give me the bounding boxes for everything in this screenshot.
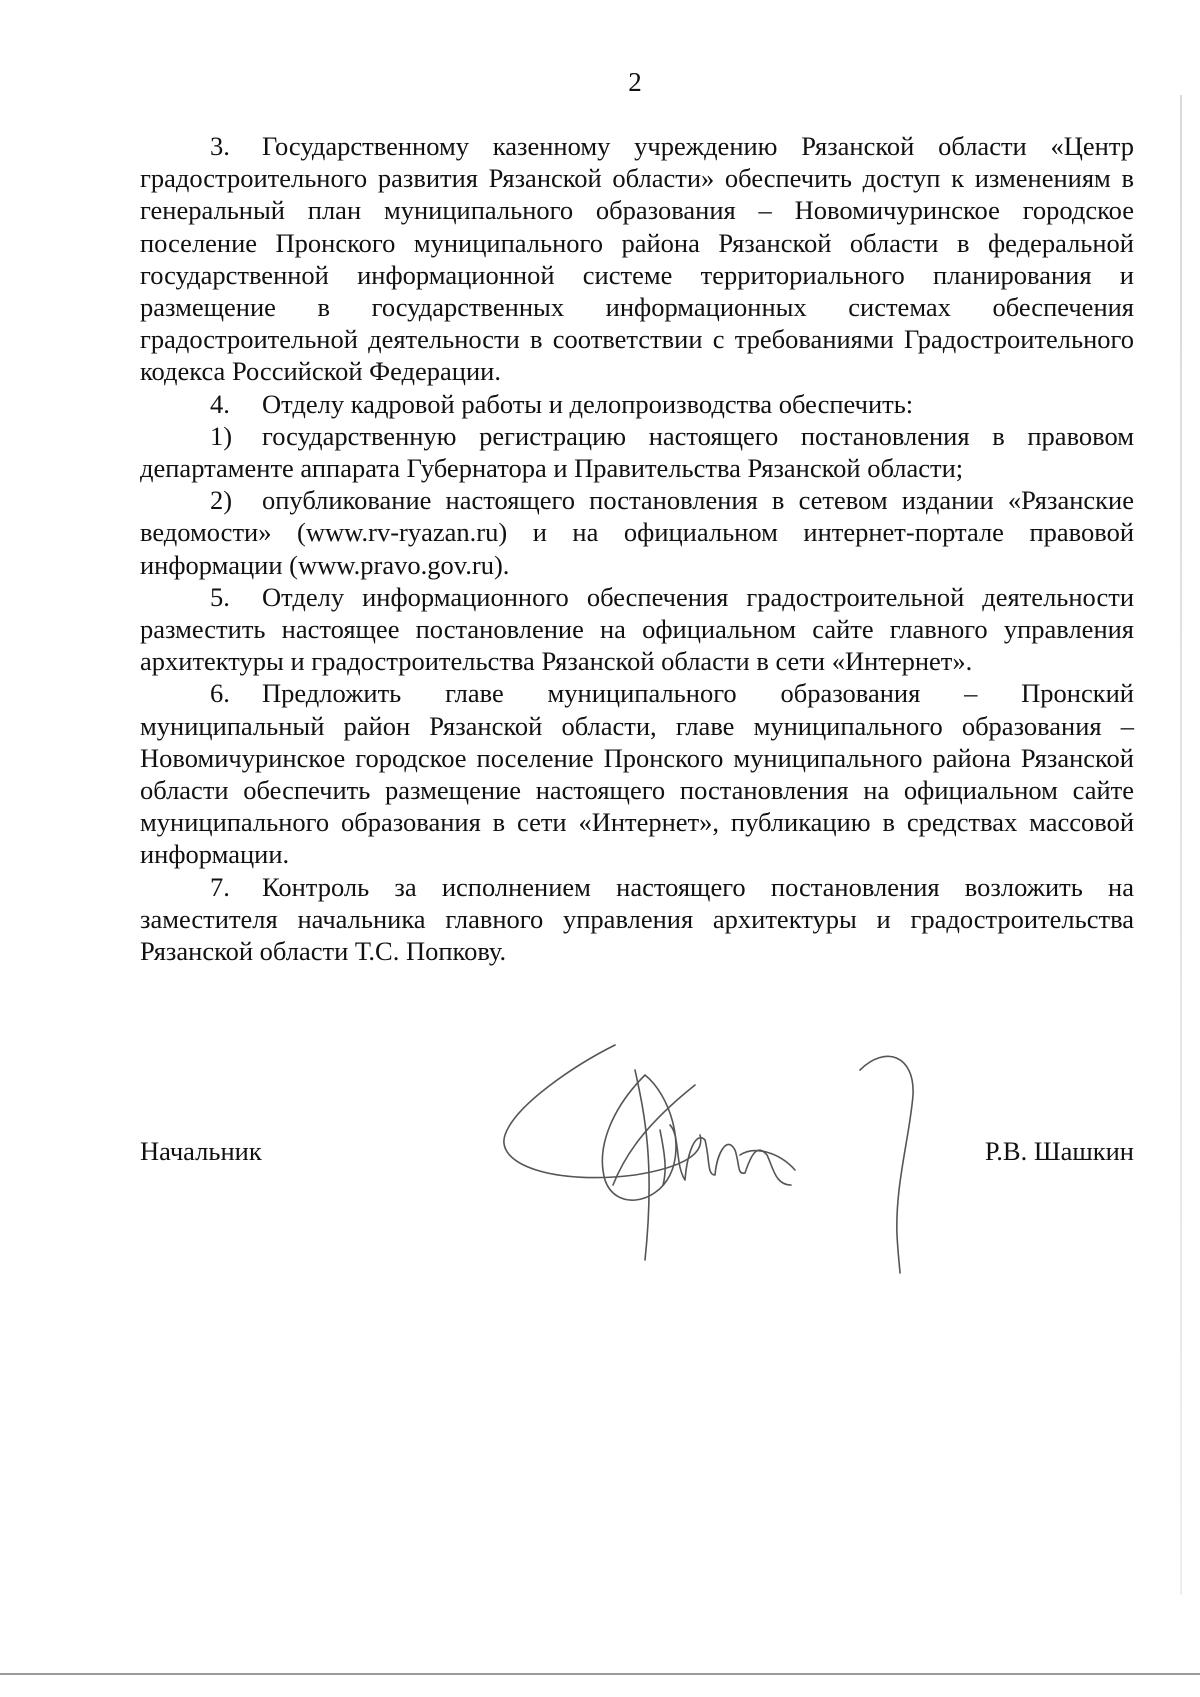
- scan-edge-line: [1180, 95, 1182, 1595]
- signatory-name: Р.В. Шашкин: [984, 1136, 1134, 1166]
- paragraph-text: Предложить главе муниципального образования – Пронский муниципальный район Рязанской области, главе муниципального образования – Новомичуринское городское поселение Пронского муниципального района Рязанской области обеспечить размещение настоящего постановления на официальном сайте муниципального образования в сети «Интернет», публикацию в средствах массовой информации.: [140, 678, 1134, 870]
- paragraph-text: Отделу кадровой работы и делопроизводства обеспечить:: [262, 388, 914, 419]
- scan-bottom-line: [0, 1673, 1200, 1675]
- paragraph-number: 5.: [210, 581, 230, 612]
- subparagraph-1: [140, 420, 1134, 484]
- document-body: [140, 130, 1134, 967]
- paragraph-text: Государственному казенному учреждению Рязанской области «Центр градостроительного развития Рязанской области» обеспечить доступ к изменениям в генеральный план муниципального образования – Новомичуринское городское поселение Пронского муниципального района Рязанской области в федеральной государственной информационной системе территориального планирования и размещение в государственных информационных системах обеспечения градостроительной деятельности в соответствии с требованиями Градостроительного кодекса Российской Федерации.: [140, 131, 1134, 387]
- signature-block: [140, 1135, 1134, 1195]
- page-number: 2: [628, 67, 642, 97]
- paragraph-text: Отделу информационного обеспечения градостроительной деятельности разместить настоящее постановление на официальном сайте главного управления архитектуры и градостроительства Рязанской области в сети «Интернет».: [140, 581, 1134, 677]
- paragraph-6: [140, 677, 1134, 870]
- paragraph-number: 6.: [210, 678, 230, 709]
- paragraph-text: опубликование настоящего постановления в сетевом издании «Рязанские ведомости» (www.rv-ryazan.ru) и на официальном интернет-портале правовой информации (www.pravo.gov.ru).: [140, 485, 1134, 580]
- paragraph-text: государственную регистрацию настоящего постановления в правовом департаменте аппарата Губернатора и Правительства Рязанской области;: [140, 420, 1134, 484]
- paragraph-number: 2): [210, 485, 233, 516]
- paragraph-3: [140, 130, 1134, 388]
- paragraph-number: 7.: [210, 871, 230, 902]
- subparagraph-2: [140, 484, 1134, 581]
- paragraph-number: 4.: [210, 388, 230, 419]
- paragraph-number: 1): [210, 420, 233, 451]
- paragraph-4: [140, 388, 1134, 420]
- paragraph-number: 3.: [210, 131, 230, 161]
- paragraph-5: [140, 581, 1134, 678]
- paragraph-text: Контроль за исполнением настоящего постановления возложить на заместителя начальника главного управления архитектуры и градостроительства Рязанской области Т.С. Попкову.: [140, 871, 1134, 967]
- signatory-position: Начальник: [140, 1136, 262, 1166]
- paragraph-7: [140, 871, 1134, 968]
